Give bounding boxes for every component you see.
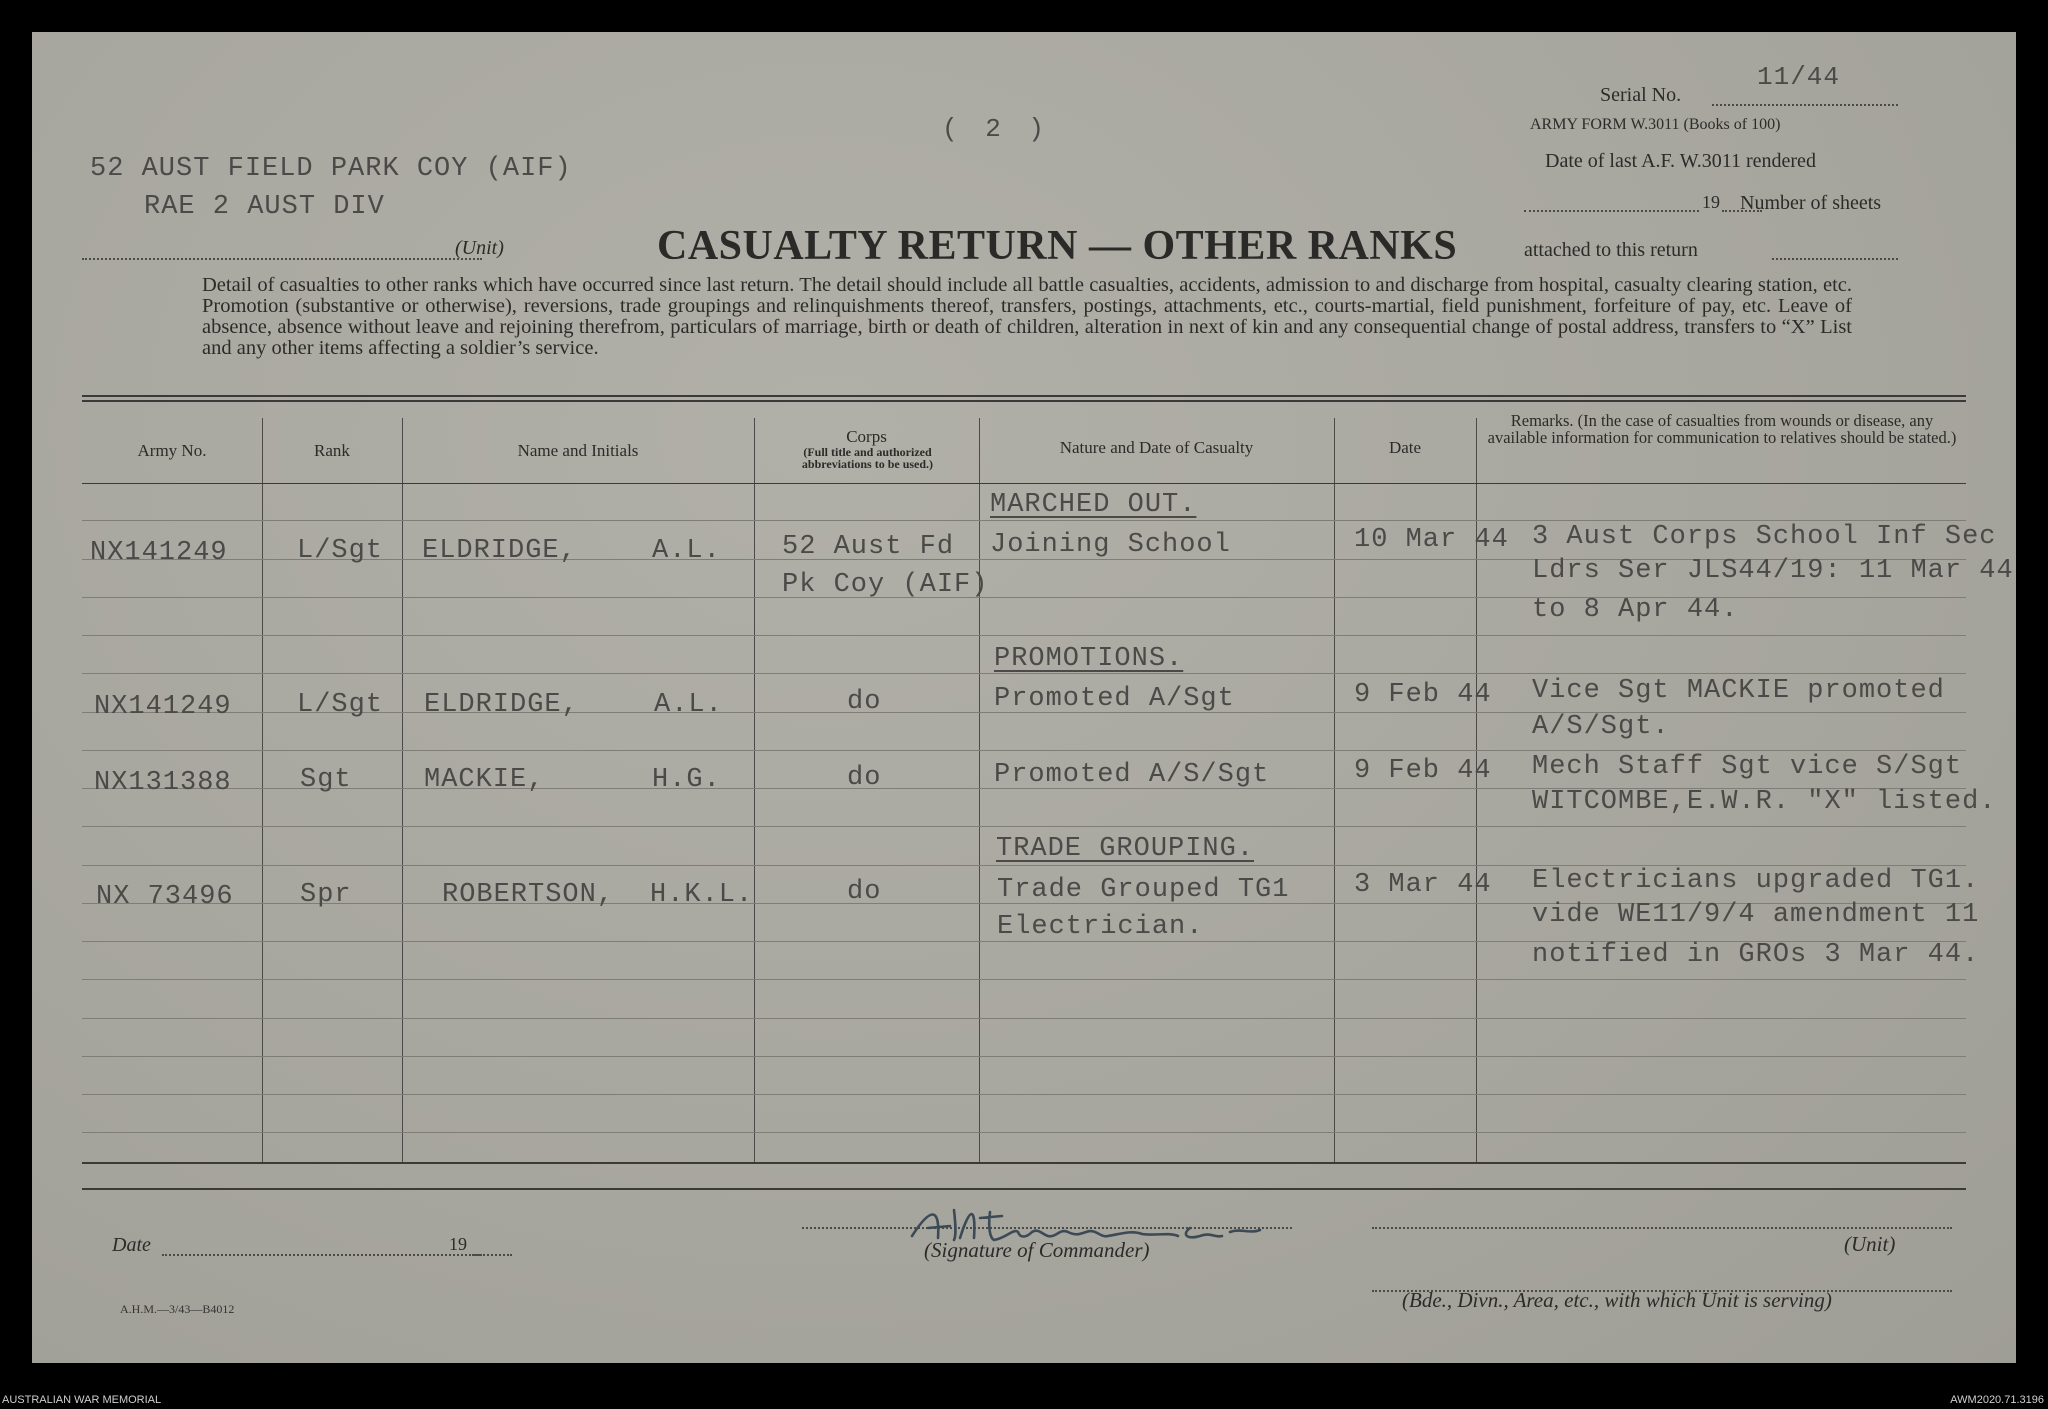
sheets-label: Number of sheets (1740, 192, 1882, 214)
col-sep-1 (262, 418, 263, 1162)
entry-1-remarks-1: 3 Aust Corps School Inf Sec (1532, 522, 1997, 552)
entry-2-nature: Promoted A/Sgt (994, 684, 1235, 714)
row-rule (82, 1094, 1966, 1095)
entry-4-initials: H.K.L. (650, 880, 754, 910)
unit-label: (Unit) (455, 237, 504, 259)
attached-dotline (1772, 258, 1898, 260)
page-number: ( 2 ) (942, 114, 1051, 144)
svg-text:A.W. Finlayson Capt: A.W. Finlayson Capt (910, 1198, 919, 1199)
entry-3-remarks-1: Mech Staff Sgt vice S/Sgt (1532, 752, 1963, 782)
unit-dotline (82, 258, 482, 260)
footer-serving-label: (Bde., Divn., Area, etc., with which Unit is serving) (1402, 1288, 1832, 1312)
entry-2-corps: do (847, 687, 882, 717)
serial-label: Serial No. (1600, 84, 1682, 106)
entry-1-initials: A.L. (652, 536, 721, 566)
entry-3-rank: Sgt (300, 765, 352, 795)
entry-1-date: 10 Mar 44 (1354, 525, 1509, 555)
col-sep-4 (979, 418, 980, 1162)
col-sep-5 (1334, 418, 1335, 1162)
entry-1-army-no: NX141249 (90, 538, 228, 568)
col-header-corps-note: (Full title and authorized abbreviations to be used.) (801, 445, 934, 471)
serial-value: 11/44 (1757, 62, 1841, 92)
entry-4-nature-2: Electrician. (997, 912, 1204, 942)
entry-1-nature-1: Joining School (990, 530, 1231, 560)
entry-4-nature-1: Trade Grouped TG1 (997, 875, 1290, 905)
unit-serving-dotline (1372, 1227, 1952, 1229)
print-code: A.H.M.—3/43—B4012 (120, 1302, 235, 1316)
row-rule (82, 635, 1966, 636)
entry-1-rank: L/Sgt (297, 536, 384, 566)
entry-4-remarks-1: Electricians upgraded TG1. (1532, 866, 1980, 896)
entry-4-date: 3 Mar 44 (1354, 870, 1492, 900)
entry-4-corps: do (847, 877, 882, 907)
entry-3-army-no: NX131388 (94, 768, 232, 798)
row-rule (82, 750, 1966, 751)
section-promotions: PROMOTIONS. (994, 644, 1184, 674)
entry-2-initials: A.L. (654, 690, 723, 720)
row-rule (82, 979, 1966, 980)
entry-2-surname: ELDRIDGE, (424, 690, 579, 720)
table-top-rule-2 (82, 400, 1966, 402)
entry-1-surname: ELDRIDGE, (422, 536, 577, 566)
entry-3-remarks-2: WITCOMBE,E.W.R. "X" listed. (1532, 787, 1997, 817)
entry-4-surname: ROBERTSON, (442, 880, 615, 910)
attached-label: attached to this return (1524, 239, 1698, 261)
footer-unit-label: (Unit) (1844, 1232, 1896, 1256)
page-title: CASUALTY RETURN — OTHER RANKS (657, 223, 1458, 269)
entry-4-army-no: NX 73496 (96, 882, 234, 912)
archive-caption-right: AWM2020.71.3196 (1950, 1394, 2044, 1406)
entry-1-remarks-2: Ldrs Ser JLS44/19: 11 Mar 44 (1532, 556, 2014, 586)
unit-line-2: RAE 2 AUST DIV (144, 192, 385, 222)
section-marched-out: MARCHED OUT. (990, 490, 1197, 520)
col-header-remarks: Remarks. (In the case of casualties from wounds or disease, any available information for communication to relatives should be stated.) (1487, 411, 1957, 447)
table-top-rule (82, 395, 1966, 397)
col-sep-2 (402, 418, 403, 1162)
entry-3-surname: MACKIE, (424, 765, 545, 795)
footer-date-dotline (162, 1254, 482, 1256)
row-rule (82, 1132, 1966, 1133)
unit-line-1: 52 AUST FIELD PARK COY (AIF) (90, 154, 572, 184)
serial-dotline (1712, 104, 1898, 106)
footer-date-label: Date (112, 1234, 151, 1256)
entry-1-remarks-3: to 8 Apr 44. (1532, 595, 1739, 625)
form-sheet (32, 32, 2016, 1363)
row-rule (82, 1056, 1966, 1057)
entry-3-corps: do (847, 763, 882, 793)
footer-year: 19 (449, 1234, 467, 1254)
footer-year-dotline (472, 1254, 512, 1256)
col-header-army-no: Army No. (137, 441, 207, 460)
col-header-date: Date (1388, 438, 1422, 457)
last-rendered-year: 19 (1702, 192, 1720, 212)
header-under-rule (82, 483, 1966, 484)
archive-caption-left: AUSTRALIAN WAR MEMORIAL (2, 1394, 162, 1406)
row-rule (82, 1018, 1966, 1019)
form-id: ARMY FORM W.3011 (Books of 100) (1530, 116, 1781, 133)
entry-4-rank: Spr (300, 880, 352, 910)
col-header-name: Name and Initials (517, 441, 639, 460)
table-bottom-rule (82, 1162, 1966, 1164)
col-header-corps: Corps (846, 427, 887, 446)
entry-2-remarks-2: A/S/Sgt. (1532, 712, 1670, 742)
table-bottom-rule-2 (82, 1188, 1966, 1190)
entry-2-rank: L/Sgt (297, 690, 384, 720)
entry-4-remarks-3: notified in GROs 3 Mar 44. (1532, 940, 1980, 970)
col-sep-3 (754, 418, 755, 1162)
entry-4-remarks-2: vide WE11/9/4 amendment 11 (1532, 900, 1980, 930)
row-rule (82, 826, 1966, 827)
row-rule (82, 520, 1966, 521)
col-header-rank: Rank (314, 441, 350, 460)
last-rendered-label: Date of last A.F. W.3011 rendered (1545, 150, 1816, 172)
entry-1-corps-2: Pk Coy (AIF) (782, 570, 989, 600)
entry-2-remarks-1: Vice Sgt MACKIE promoted (1532, 676, 1945, 706)
instructions-paragraph: Detail of casualties to other ranks which have occurred since last return. The detail should include all battle casualties, accidents, admission to and discharge from hospital, casualty clearing station, etc. Promotion (substantive or otherwise), reversions, trade groupings and relinquishments thereof, transfers, postings, attachments, etc., courts-martial, field punishment, forfeiture of pay, etc. Leave of absence, absence without leave and rejoining therefrom, particulars of marriage, birth or death of children, alteration in next of kin and any consequential change of postal address, transfers to “X” List and any other items affecting a soldier’s service. (202, 274, 1852, 359)
entry-2-army-no: NX141249 (94, 692, 232, 722)
signature-label: (Signature of Commander) (924, 1238, 1150, 1262)
entry-3-nature: Promoted A/S/Sgt (994, 760, 1270, 790)
entry-3-date: 9 Feb 44 (1354, 756, 1492, 786)
last-rendered-dotline (1524, 210, 1699, 212)
entry-3-initials: H.G. (652, 765, 721, 795)
entry-2-date: 9 Feb 44 (1354, 680, 1492, 710)
entry-1-corps-1: 52 Aust Fd (782, 532, 955, 562)
section-trade-grouping: TRADE GROUPING. (996, 834, 1255, 864)
col-header-nature: Nature and Date of Casualty (1059, 438, 1254, 457)
